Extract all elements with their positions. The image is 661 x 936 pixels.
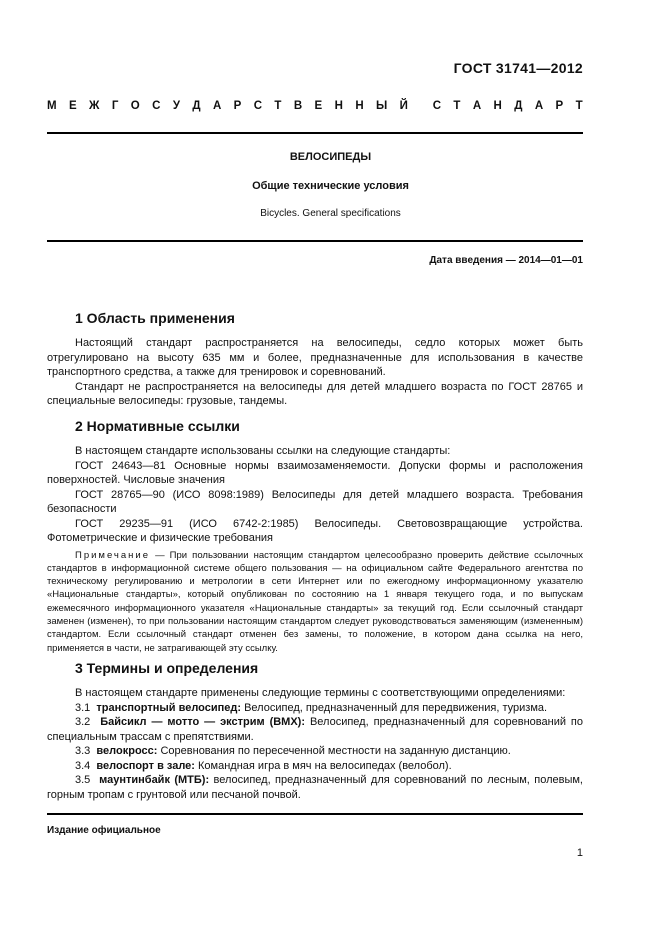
interstate-letter: Т: [575, 100, 583, 112]
interstate-letter: Е: [314, 100, 323, 112]
document-title: ВЕЛОСИПЕДЫ: [289, 151, 372, 163]
term-definition: Соревнования по пересеченной местности на заданную дистанцию.: [157, 745, 511, 757]
interstate-letter: Н: [355, 100, 364, 112]
term-item: [47, 773, 583, 802]
interstate-letter: У: [172, 100, 180, 112]
english-title: Bicycles. General specifications: [260, 208, 401, 219]
term-name: велоспорт в зале:: [96, 759, 195, 772]
interstate-letter: А: [534, 100, 544, 112]
interstate-letter: Н: [493, 100, 502, 112]
term-number: 3.5: [75, 774, 91, 786]
interstate-letter: Р: [555, 100, 564, 112]
note-text: — При пользовании настоящим стандартом целесообразно проверить действие ссылочных стандартов в информационной системе общего пользования — на официальном сайте Федерального агентства по техническому регулированию и метрологии в сети Интернет или по ежегодному информационному указателю «Национальные стандарты», который опубликован по состоянию на 1 января текущего года, и по выпускам ежемесячного информационного указателя «Национальные стандарты» за текущий год. Если ссылочный стандарт заменен (изменен), то при пользовании настоящим стандартом следует руководствоваться заменяющим (измененным) стандартом. Если ссылочный стандарт отменен без замены, то положение, в котором дана ссылка на него, применяется в части, не затрагивающей эту ссылку.: [47, 549, 583, 654]
introduction-date: Дата введения — 2014—01—01: [429, 255, 583, 266]
section-heading: 2 Нормативные ссылки: [75, 418, 240, 434]
interstate-letter: Д: [514, 100, 523, 112]
section-scope: [47, 310, 583, 409]
paragraph: Стандарт не распространяется на велосипеды для детей младшего возраста по ГОСТ 28765 и специальные велосипеды: грузовые, тандемы.: [47, 380, 583, 407]
reference-item: ГОСТ 28765—90 (ИСО 8098:1989) Велосипеды для детей младшего возраста. Требования безопасности: [47, 488, 583, 515]
term-number: 3.1: [75, 701, 91, 714]
term-item: [47, 744, 583, 759]
term-item: [47, 701, 583, 716]
term-definition: велосипед, предназначенный для соревнований по лесным, полевым, горным тропам с грунтовой или песчаной почвой.: [47, 774, 583, 801]
interstate-letter: Й: [399, 100, 408, 112]
term-number: 3.3: [75, 745, 91, 757]
interstate-letter: А: [472, 100, 482, 112]
interstate-letter: Е: [68, 100, 77, 112]
interstate-letter: Н: [334, 100, 343, 112]
paragraph: Настоящий стандарт распространяется на велосипеды, седло которых может быть отрегулировано на высоту 635 мм и более, предназначенные для использования в качестве транспортного средства, а также для тренировок и соревнований.: [47, 337, 583, 378]
note-label: Примечание: [75, 549, 150, 561]
interstate-letter: Т: [453, 100, 461, 112]
term-item: [47, 715, 583, 744]
interstate-letter: Ы: [376, 100, 388, 112]
section-heading: 1 Область применения: [75, 310, 235, 326]
term-name: велокросс:: [96, 745, 158, 757]
term-definition: Велосипед, предназначенный для соревнований по специальным трассам с препятствиями.: [47, 716, 584, 743]
interstate-letter: А: [212, 100, 222, 112]
interstate-letter: С: [253, 100, 263, 112]
top-rule: [47, 132, 583, 134]
interstate-letter: Ж: [89, 100, 100, 112]
section-heading: 3 Термины и определения: [75, 660, 259, 676]
interstate-letter: Т: [274, 100, 282, 112]
section-terms-definitions: [47, 660, 583, 802]
gost-code: ГОСТ 31741—2012: [453, 60, 583, 76]
interstate-letter: Г: [111, 100, 119, 112]
reference-item: ГОСТ 29235—91 (ИСО 6742-2:1985) Велосипеды. Световозвращающие устройства. Фотометрические и физические требования: [47, 517, 583, 544]
interstate-letter: М: [47, 100, 57, 112]
term-name: транспортный велосипед:: [96, 701, 242, 714]
interstate-letter: С: [432, 100, 442, 112]
term-number: 3.4: [75, 759, 91, 772]
interstate-letter: В: [293, 100, 303, 112]
term-name: маунтинбайк (МТБ):: [99, 774, 210, 786]
paragraph: В настоящем стандарте использованы ссылки на следующие стандарты:: [75, 445, 451, 457]
page-number: 1: [576, 847, 583, 859]
note: [47, 549, 583, 655]
interstate-letter: О: [130, 100, 140, 112]
interstate-standard-heading: [47, 100, 583, 112]
interstate-letter: С: [152, 100, 161, 112]
interstate-letter: Р: [233, 100, 242, 112]
term-definition: Командная игра в мяч на велосипедах (велобол).: [194, 759, 452, 772]
footer-rule: [47, 813, 583, 815]
document-subtitle: Общие технические условия: [252, 180, 409, 192]
title-rule: [47, 240, 583, 242]
term-name: Байсикл — мотто — экстрим (ВМХ):: [100, 716, 306, 728]
term-definition: Велосипед, предназначенный для передвижения, туризма.: [241, 701, 548, 714]
term-item: [47, 759, 583, 774]
section-normative-references: [47, 418, 583, 655]
term-number: 3.2: [75, 716, 91, 728]
official-edition-label: Издание официальное: [47, 825, 161, 836]
reference-item: ГОСТ 24643—81 Основные нормы взаимозаменяемости. Допуски формы и расположения поверхностей. Числовые значения: [47, 459, 583, 486]
interstate-letter: Д: [192, 100, 201, 112]
paragraph: В настоящем стандарте применены следующие термины с соответствующими определениями:: [75, 687, 566, 699]
